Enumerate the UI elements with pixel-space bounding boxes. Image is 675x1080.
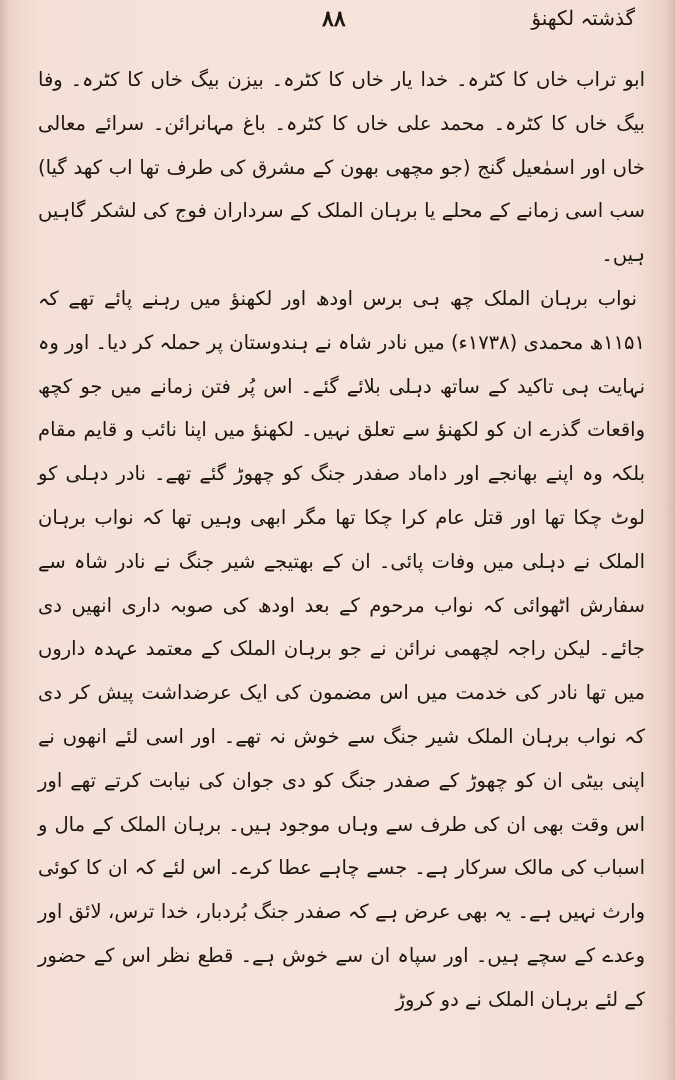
page-edge-shadow-right	[665, 0, 675, 1080]
body-text	[38, 58, 645, 1022]
paragraph: ابو تراب خاں کا کٹرہ۔ خدا یار خاں کا کٹرہ۔ بیزن بیگ خاں کا کٹرہ۔ وفا بیگ خاں کا کٹرہ۔ محمد علی خاں کا کٹرہ۔ باغ مہانرائن۔ سرائے معالی خاں اور اسمٰعیل گنج (جو مچھی بھون کے مشرق کی طرف تھا اب کھد گیا) سب اسی زمانے کے محلے یا برہان الملک کے سرداران فوج کی لشکر گاہیں ہیں۔	[38, 68, 645, 267]
running-title: گذشتہ لکھنؤ	[531, 6, 635, 30]
page-edge-shadow-left	[0, 0, 10, 1080]
paragraph: نواب برہان الملک چھ ہی برس اودھ اور لکھنؤ میں رہنے پائے تھے کہ ۱۱۵۱ھ محمدی (۱۷۳۸ء) میں نادر شاہ نے ہندوستان پر حملہ کر دیا۔ اور وہ نہایت ہی تاکید کے ساتھ دہلی بلائے گئے۔ اس پُر فتن زمانے میں جو کچھ واقعات گذرے ان کو لکھنؤ سے تعلق نہیں۔ لکھنؤ میں اپنا نائب و قایم مقام بلکہ وہ اپنے بھانجے اور داماد صفدر جنگ کو چھوڑ گئے تھے۔ نادر دہلی کو لوٹ چکا تھا اور قتل عام کرا چکا تھا مگر ابھی وہیں تھا کہ نواب برہان الملک نے دہلی میں وفات پائی۔ ان کے بھتیجے شیر جنگ نے نادر شاہ سے سفارش اٹھوائی کہ نواب مرحوم کے بعد اودھ کی صوبہ داری انھیں دی جائے۔ لیکن راجہ لچھمی نرائن نے جو برہان الملک کے معتمد عہدہ داروں میں تھا نادر کی خدمت میں اس مضمون کی ایک عرضداشت پیش کر دی کہ نواب برہان الملک شیر جنگ سے خوش نہ تھے۔ اور اسی لئے انھوں نے اپنی بیٹی ان کو چھوڑ کے صفدر جنگ کو دی جوان کی نیابت کرتے تھے اور اس وقت بھی ان کی طرف سے وہاں موجود ہیں۔ برہان الملک کے مال و اسباب کی مالک سرکار ہے۔ جسے چاہے عطا کرے۔ اس لئے کہ ان کا کوئی وارث نہیں ہے۔ یہ بھی عرض ہے کہ صفدر جنگ بُردبار، خدا ترس، لائق اور وعدے کے سچے ہیں۔ اور سپاہ ان سے خوش ہے۔ قطع نظر اس کے حضور کے لئے برہان الملک نے دو کروڑ	[38, 286, 645, 1011]
page-number: ۸۸	[322, 6, 346, 32]
